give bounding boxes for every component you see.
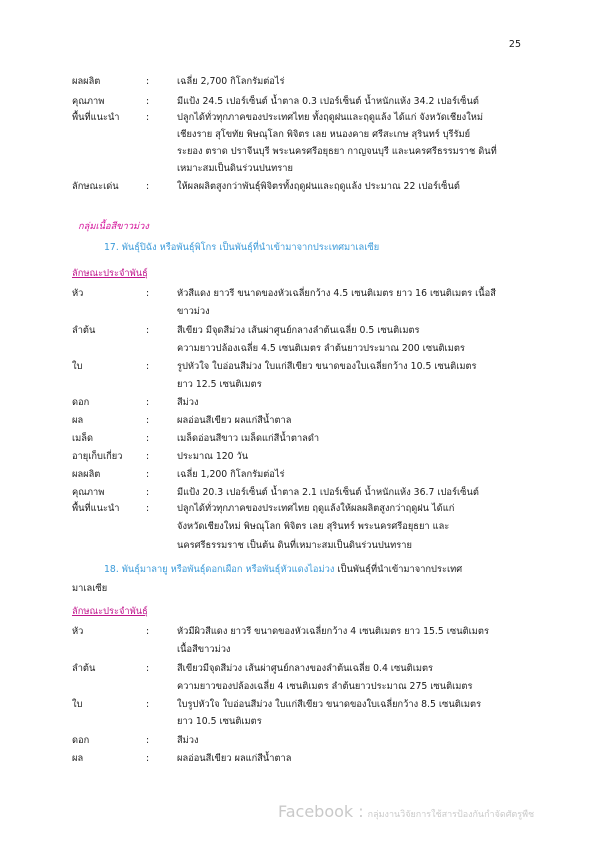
spec-row [72, 623, 537, 640]
spec-colon: : [146, 96, 150, 107]
spec-row [72, 143, 537, 160]
spec-colon: : [146, 181, 150, 192]
spec-value: ผลอ่อนสีเขียว ผลแก่สีน้ำตาล [177, 753, 292, 764]
spec-value: นครศรีธรรมราช เป็นต้น ดินที่เหมาะสมเป็นดินร่วนปนทราย [177, 540, 412, 551]
spec-colon: : [146, 397, 150, 408]
spec-value: ใบรูปหัวใจ ใบอ่อนสีม่วง ใบแก่สีเขียว ขนาดของใบเฉลี่ยกว้าง 8.5 เซนติเมตร [177, 699, 482, 710]
spec-row [72, 109, 537, 126]
spec-row [72, 93, 537, 110]
spec-label: ดอก [72, 397, 90, 408]
spec-value: รูปหัวใจ ใบอ่อนสีม่วง ใบแก่สีเขียว ขนาดของใบเฉลี่ยกว้าง 10.5 เซนติเมตร [177, 361, 477, 372]
spec-label: ผล [72, 753, 84, 764]
spec-row [72, 537, 537, 554]
spec-row [72, 713, 537, 730]
spec-value: จังหวัดเชียงใหม่ พิษณุโลก พิจิตร เลย สุรินทร์ พระนครศรีอยุธยา และ [177, 521, 450, 532]
spec-value: ยาว 10.5 เซนติเมตร [177, 716, 262, 727]
spec-row [72, 394, 537, 411]
spec-colon: : [146, 361, 150, 372]
spec-colon: : [146, 626, 150, 637]
spec-label: พื้นที่แนะนำ [72, 503, 120, 514]
spec-value: ขาวม่วง [177, 306, 210, 317]
variety-17-title: 17. พันธุ์ปิฉัง หรือพันธุ์พิโกร เป็นพันธุ์ที่นำเข้ามาจากประเทศมาเลเซีย [104, 242, 380, 253]
spec-value: หัวมีผิวสีแดง ยาวรี ขนาดของหัวเฉลี่ยกว้าง 4 เซนติเมตร ยาว 15.5 เซนติเมตร [177, 626, 489, 637]
spec-value: เชียงราย สุโขทัย พิษณุโลก พิจิตร เลย หนองคาย ศรีสะเกษ สุรินทร์ บุรีรัมย์ [177, 129, 471, 140]
spec-label: ผล [72, 415, 84, 426]
spec-value: เฉลี่ย 1,200 กิโลกรัมต่อไร่ [177, 469, 285, 480]
spec-value: ความยาวปล้องเฉลี่ย 4.5 เซนติเมตร ลำต้นยาวประมาณ 200 เซนติเมตร [177, 343, 465, 354]
spec-value: มีแป้ง 20.3 เปอร์เซ็นต์ น้ำตาล 2.1 เปอร์เซ็นต์ น้ำหนักแห้ง 36.7 เปอร์เซ็นต์ [177, 487, 479, 498]
spec-label: ลักษณะเด่น [72, 181, 119, 192]
spec-colon: : [146, 325, 150, 336]
spec-value: ยาว 12.5 เซนติเมตร [177, 379, 262, 390]
spec-value: ปลูกได้ทั่วทุกภาคของประเทศไทย ทั้งฤดูฝนและฤดูแล้ง ได้แก่ จังหวัดเชียงใหม่ [177, 112, 483, 123]
spec-row [72, 466, 537, 483]
spec-row [72, 376, 537, 393]
spec-label: พื้นที่แนะนำ [72, 112, 120, 123]
group-heading: กลุ่มเนื้อสีขาวม่วง [78, 221, 149, 232]
spec-row [72, 696, 537, 713]
spec-row [72, 160, 537, 177]
spec-value: เฉลี่ย 2,700 กิโลกรัมต่อไร่ [177, 76, 285, 87]
group-name: กลุ่มงานวิจัยการใช้สารป้องกันกำจัดศัตรูพืช [367, 810, 535, 820]
spec-label: ใบ [72, 361, 83, 372]
spec-row [72, 448, 537, 465]
origin-continuation: มาเลเซีย [72, 583, 108, 594]
spec-value: เนื้อสีขาวม่วง [177, 644, 231, 655]
spec-colon: : [146, 469, 150, 480]
spec-value: มีแป้ง 24.5 เปอร์เซ็นต์ น้ำตาล 0.3 เปอร์เซ็นต์ น้ำหนักแห้ง 34.2 เปอร์เซ็นต์ [177, 96, 479, 107]
spec-value: สีเขียวมีจุดสีม่วง เส้นผ่าศูนย์กลางของลำต้นเฉลี่ย 0.4 เซนติเมตร [177, 663, 434, 674]
spec-label: ผลผลิต [72, 76, 101, 87]
footer-watermark [278, 802, 534, 821]
spec-row [72, 678, 537, 695]
spec-label: ผลผลิต [72, 469, 101, 480]
spec-row [72, 430, 537, 447]
spec-label: เมล็ด [72, 433, 94, 444]
spec-colon: : [146, 433, 150, 444]
spec-row [72, 303, 537, 320]
spec-colon: : [146, 699, 150, 710]
spec-colon: : [146, 753, 150, 764]
spec-row [72, 580, 537, 597]
spec-row [72, 412, 537, 429]
spec-row [72, 126, 537, 143]
spec-label: ใบ [72, 699, 83, 710]
spec-label: หัว [72, 626, 84, 637]
spec-value: ปลูกได้ทั่วทุกภาคของประเทศไทย ฤดูแล้งให้ผลผลิตสูงกว่าฤดูฝน ได้แก่ [177, 503, 455, 514]
spec-colon: : [146, 503, 150, 514]
spec-row [72, 73, 537, 90]
spec-label: คุณภาพ [72, 487, 105, 498]
page-number: 25 [508, 39, 521, 50]
spec-label: อายุเก็บเกี่ยว [72, 451, 123, 462]
spec-row [72, 518, 537, 535]
spec-value: เมล็ดอ่อนสีขาว เมล็ดแก่สีน้ำตาลดำ [177, 433, 320, 444]
characteristics-heading: ลักษณะประจำพันธุ์ [72, 268, 148, 279]
spec-row [72, 750, 537, 767]
spec-value: สีเขียว มีจุดสีม่วง เส้นผ่าศูนย์กลางลำต้นเฉลี่ย 0.5 เซนติเมตร [177, 325, 420, 336]
spec-row [72, 484, 537, 501]
spec-row [72, 732, 537, 749]
spec-value: เหมาะสมเป็นดินร่วนปนทราย [177, 163, 293, 174]
spec-value: หัวสีแดง ยาวรี ขนาดของหัวเฉลี่ยกว้าง 4.5 เซนติเมตร ยาว 16 เซนติเมตร เนื้อสี [177, 288, 496, 299]
spec-value: ความยาวของปล้องเฉลี่ย 4 เซนติเมตร ลำต้นยาวประมาณ 275 เซนติเมตร [177, 681, 473, 692]
spec-value: สีม่วง [177, 735, 199, 746]
spec-colon: : [146, 451, 150, 462]
spec-value: ให้ผลผลิตสูงกว่าพันธุ์พิจิตรทั้งฤดูฝนและฤดูแล้ง ประมาณ 22 เปอร์เซ็นต์ [177, 181, 460, 192]
spec-colon: : [146, 663, 150, 674]
spec-row [72, 285, 537, 302]
spec-label: คุณภาพ [72, 96, 105, 107]
spec-row [72, 322, 537, 339]
spec-colon: : [146, 487, 150, 498]
facebook-label: Facebook : [278, 802, 364, 821]
spec-row [72, 660, 537, 677]
variety-18-name: 18. พันธุ์มาลายู หรือพันธุ์ดอกเผือก หรือพันธุ์หัวแดงไอม่วง [104, 564, 335, 575]
spec-colon: : [146, 288, 150, 299]
spec-label: ลำต้น [72, 663, 96, 674]
spec-row [72, 641, 537, 658]
spec-value: สีม่วง [177, 397, 199, 408]
spec-value: ประมาณ 120 วัน [177, 451, 249, 462]
variety-18-origin: เป็นพันธุ์ที่นำเข้ามาจากประเทศ [334, 564, 463, 575]
spec-colon: : [146, 735, 150, 746]
spec-row [72, 178, 537, 195]
variety-18-title [104, 561, 537, 578]
spec-label: หัว [72, 288, 84, 299]
spec-label: ลำต้น [72, 325, 96, 336]
spec-row [72, 500, 537, 517]
spec-colon: : [146, 112, 150, 123]
spec-value: ผลอ่อนสีเขียว ผลแก่สีน้ำตาล [177, 415, 292, 426]
spec-row [72, 358, 537, 375]
characteristics-heading: ลักษณะประจำพันธุ์ [72, 606, 148, 617]
spec-colon: : [146, 76, 150, 87]
spec-row [72, 340, 537, 357]
spec-value: ระยอง ตราด ปราจีนบุรี พระนครศรีอยุธยา กาญจนบุรี และนครศรีธรรมราช ดินที่ [177, 146, 497, 157]
spec-colon: : [146, 415, 150, 426]
spec-label: ดอก [72, 735, 90, 746]
